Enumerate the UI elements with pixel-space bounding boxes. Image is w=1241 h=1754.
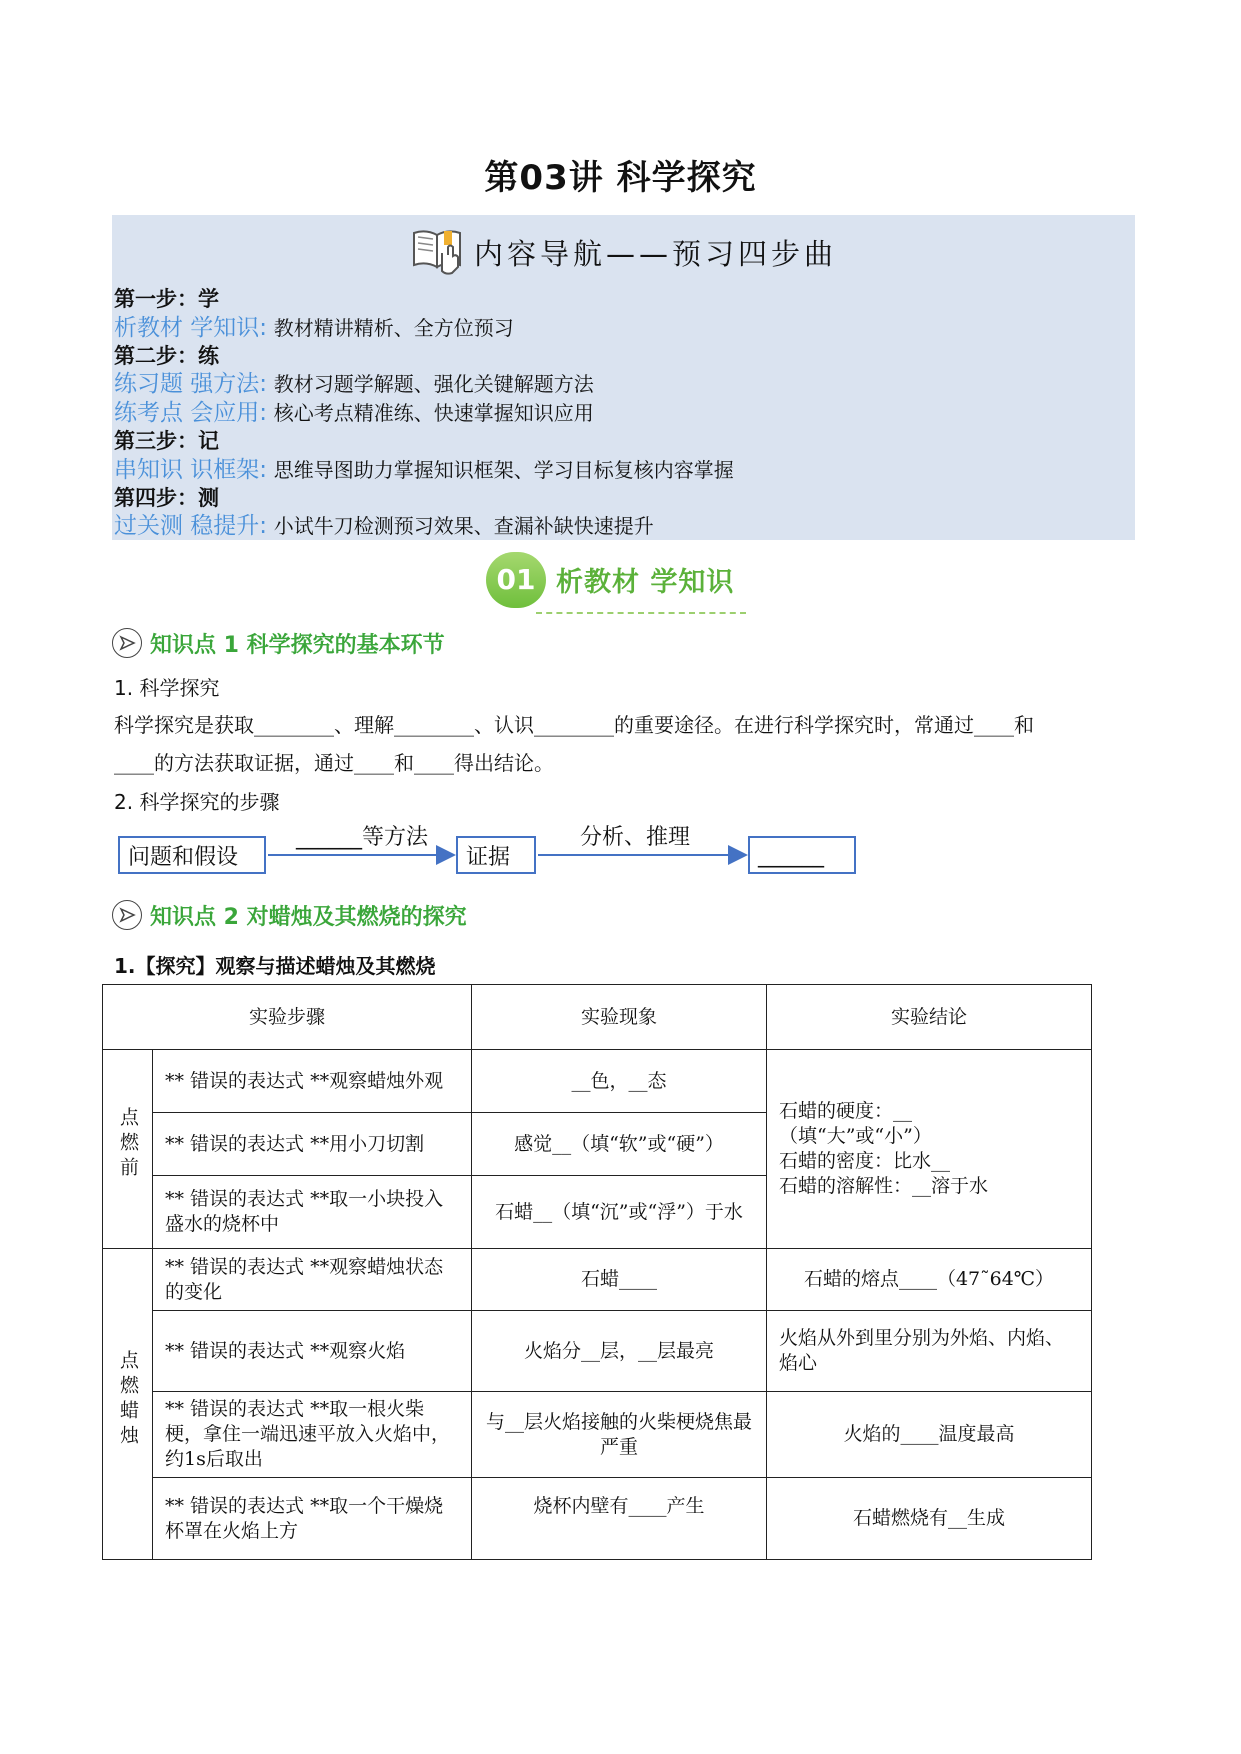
conclusion-cell-before: 石蜡的硬度：__ （填“大”或“小”） 石蜡的密度：比水__ 石蜡的溶解性：__溶于水 bbox=[767, 1050, 1092, 1249]
conclusion-cell: 石蜡燃烧有__生成 bbox=[767, 1478, 1092, 1560]
kp1-subheading-2: 2. 科学探究的步骤 bbox=[114, 790, 280, 814]
phenomenon-cell: 石蜡__（填“沉”或“浮”）于水 bbox=[472, 1176, 767, 1249]
step-cell: ** 错误的表达式 **取一根火柴梗，拿住一端迅速平放入火焰中，约1s后取出 bbox=[153, 1392, 472, 1478]
flow-box-conclusion: ______ bbox=[748, 836, 856, 874]
nav-item: 串知识 识框架: 思维导图助力掌握知识框架、学习目标复核内容掌握 bbox=[114, 457, 734, 483]
section-badge bbox=[486, 552, 766, 618]
phenomenon-cell: __色，__态 bbox=[472, 1050, 767, 1113]
nav-step-2: 第二步：练 bbox=[114, 344, 219, 368]
header-steps: 实验步骤 bbox=[103, 985, 472, 1050]
knowledge-point-1-heading: 知识点 1 科学探究的基本环节 bbox=[112, 624, 445, 662]
arrow-circle-icon bbox=[112, 628, 142, 658]
step-cell: ** 错误的表达式 **观察火焰 bbox=[153, 1311, 472, 1392]
conclusion-cell: 火焰的____温度最高 bbox=[767, 1392, 1092, 1478]
nav-step-1: 第一步：学 bbox=[114, 287, 219, 311]
nav-item: 练考点 会应用: 核心考点精准练、快速掌握知识应用 bbox=[114, 400, 594, 426]
phenomenon-cell: 与__层火焰接触的火柴梗烧焦最严重 bbox=[472, 1392, 767, 1478]
nav-item: 过关测 稳提升: 小试牛刀检测预习效果、查漏补缺快速提升 bbox=[114, 513, 654, 539]
nav-step-3: 第三步：记 bbox=[114, 429, 219, 453]
section-underline bbox=[536, 612, 746, 614]
section-number: 01 bbox=[486, 552, 546, 608]
flow-arrows bbox=[110, 820, 870, 890]
page-title: 第03讲 科学探究 bbox=[484, 158, 757, 198]
kp1-paragraph-line-1: 科学探究是获取________、理解________、认识________的重要途径。在进行科学探究时，常通过____和 bbox=[114, 713, 1034, 737]
candle-experiment-table bbox=[102, 984, 1092, 1560]
section-label: 析教材 学知识 bbox=[556, 567, 735, 598]
nav-item: 析教材 学知识: 教材精讲精析、全方位预习 bbox=[114, 315, 514, 341]
table-row bbox=[103, 1050, 1092, 1113]
flow-box-evidence: 证据 bbox=[456, 836, 536, 874]
phenomenon-cell: 火焰分__层，__层最亮 bbox=[472, 1311, 767, 1392]
step-cell: ** 错误的表达式 **取一个干燥烧杯罩在火焰上方 bbox=[153, 1478, 472, 1560]
flow-box-question: 问题和假设 bbox=[118, 836, 266, 874]
conclusion-cell: 火焰从外到里分别为外焰、内焰、焰心 bbox=[767, 1311, 1092, 1392]
phenomenon-cell: 石蜡____ bbox=[472, 1249, 767, 1311]
phenomenon-cell: 烧杯内壁有____产生 bbox=[472, 1478, 767, 1560]
table-row bbox=[103, 1249, 1092, 1311]
content-navigation-panel bbox=[112, 215, 1135, 540]
group-label-lighting: 点燃蜡烛 bbox=[103, 1249, 153, 1560]
phenomenon-cell: 感觉__（填“软”或“硬”） bbox=[472, 1113, 767, 1176]
arrow-circle-icon bbox=[112, 900, 142, 930]
header-conclusion: 实验结论 bbox=[767, 985, 1092, 1050]
kp2-subheading-1: 1.【探究】观察与描述蜡烛及其燃烧 bbox=[114, 954, 436, 978]
kp1-paragraph-line-2: ____的方法获取证据，通过____和____得出结论。 bbox=[114, 751, 554, 775]
table-row bbox=[103, 1478, 1092, 1560]
flow-arrow-label-1: ______等方法 bbox=[296, 825, 429, 850]
step-cell: ** 错误的表达式 **取一小块投入盛水的烧杯中 bbox=[153, 1176, 472, 1249]
flow-arrow-label-2: 分析、推理 bbox=[580, 825, 691, 850]
step-cell: ** 错误的表达式 **观察蜡烛外观 bbox=[153, 1050, 472, 1113]
kp1-subheading-1: 1. 科学探究 bbox=[114, 676, 220, 700]
conclusion-cell: 石蜡的熔点____（47˜64℃） bbox=[767, 1249, 1092, 1311]
table-row bbox=[103, 1392, 1092, 1478]
book-hand-icon bbox=[410, 223, 468, 281]
step-cell: ** 错误的表达式 **观察蜡烛状态的变化 bbox=[153, 1249, 472, 1311]
table-header-row bbox=[103, 985, 1092, 1050]
nav-item: 练习题 强方法: 教材习题学解题、强化关键解题方法 bbox=[114, 371, 594, 397]
nav-step-4: 第四步：测 bbox=[114, 486, 219, 510]
group-label-before-lighting: 点燃前 bbox=[103, 1050, 153, 1249]
inquiry-flowchart bbox=[110, 820, 870, 890]
knowledge-point-2-heading: 知识点 2 对蜡烛及其燃烧的探究 bbox=[112, 896, 467, 934]
step-cell: ** 错误的表达式 **用小刀切割 bbox=[153, 1113, 472, 1176]
header-phenomenon: 实验现象 bbox=[472, 985, 767, 1050]
nav-header bbox=[112, 221, 1135, 283]
nav-heading: 内容导航——预习四步曲 bbox=[473, 236, 837, 271]
table-row bbox=[103, 1311, 1092, 1392]
